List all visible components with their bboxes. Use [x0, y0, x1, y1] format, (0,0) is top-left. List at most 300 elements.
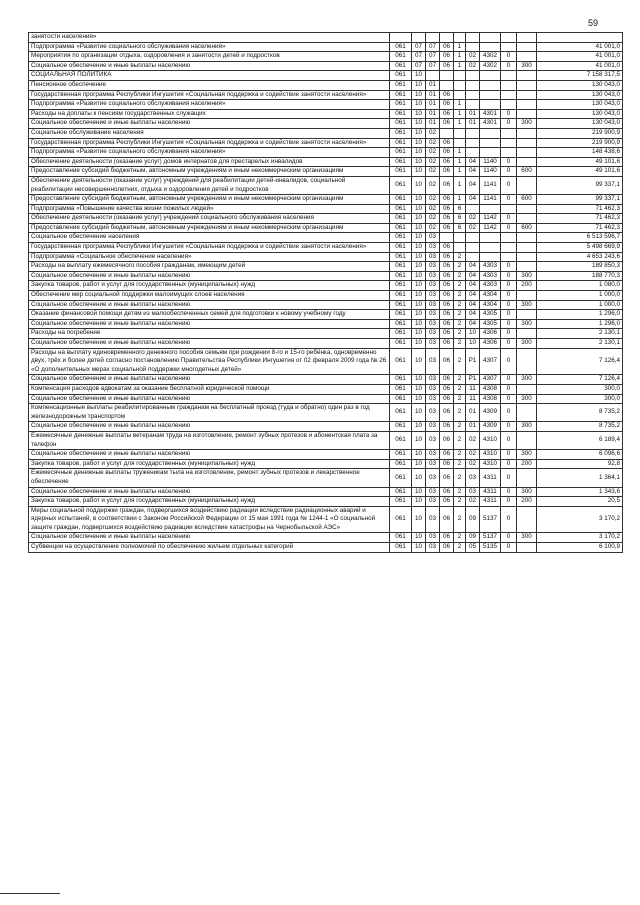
event-code: Р1 [466, 348, 480, 375]
subcode: 0 [501, 329, 517, 339]
event-code: 04 [466, 300, 480, 310]
program-code: 06 [440, 469, 454, 487]
ministry-code: 061 [390, 262, 412, 272]
row-name: Социальное обеспечение и иные выплаты населению [29, 271, 390, 281]
section-code: 10 [412, 404, 426, 422]
subsection-code: 02 [426, 148, 440, 158]
row-name: Государственная программа Республики Ингушетия «Социальная поддержка и содействие занятости населения» [29, 90, 390, 100]
ministry-code: 061 [390, 90, 412, 100]
subprogram-code: 1 [454, 42, 466, 52]
direction-code [480, 148, 501, 158]
expense-type-code: 600 [517, 195, 537, 205]
direction-code [480, 233, 501, 243]
subprogram-code: 2 [454, 487, 466, 497]
expense-type-code [517, 233, 537, 243]
subcode [501, 33, 517, 43]
direction-code: 4305 [480, 319, 501, 329]
row-name: Мероприятия по организации отдыха, оздоровления и занятости детей и подростков [29, 52, 390, 62]
subsection-code: 03 [426, 339, 440, 349]
table-row [29, 157, 623, 167]
expense-type-code [517, 543, 537, 553]
table-row [29, 339, 623, 349]
direction-code [480, 80, 501, 90]
direction-code: 4306 [480, 339, 501, 349]
program-code: 06 [440, 310, 454, 320]
subcode: 0 [501, 291, 517, 301]
program-code: 06 [440, 375, 454, 385]
expense-type-code [517, 384, 537, 394]
event-code [466, 138, 480, 148]
subsection-code: 03 [426, 469, 440, 487]
subsection-code: 03 [426, 271, 440, 281]
section-code: 07 [412, 42, 426, 52]
table-row [29, 422, 623, 432]
ministry-code: 061 [390, 195, 412, 205]
subsection-code: 02 [426, 157, 440, 167]
subcode [501, 138, 517, 148]
row-amount: 8 735,2 [537, 422, 623, 432]
subcode: 0 [501, 497, 517, 507]
row-amount: 41 001,0 [537, 61, 623, 71]
expense-type-code: 200 [517, 497, 537, 507]
subcode: 0 [501, 52, 517, 62]
program-code: 06 [440, 450, 454, 460]
subcode: 0 [501, 450, 517, 460]
subprogram-code: 2 [454, 394, 466, 404]
row-amount: 7 126,4 [537, 348, 623, 375]
subprogram-code: 2 [454, 497, 466, 507]
direction-code: 4303 [480, 281, 501, 291]
row-name: Подпрограмма «Социальное обеспечение населения» [29, 252, 390, 262]
program-code: 06 [440, 543, 454, 553]
row-name: Государственная программа Республики Ингушетия «Социальная поддержка и содействие занятости населения» [29, 243, 390, 253]
expense-type-code [517, 252, 537, 262]
direction-code: 5137 [480, 506, 501, 533]
program-code [440, 33, 454, 43]
row-name: Обеспечение мер социальной поддержки малоимущих слоев населения [29, 291, 390, 301]
subcode: 0 [501, 422, 517, 432]
section-code: 10 [412, 384, 426, 394]
event-code [466, 204, 480, 214]
subsection-code: 03 [426, 281, 440, 291]
subsection-code: 07 [426, 42, 440, 52]
subprogram-code [454, 71, 466, 81]
ministry-code: 061 [390, 80, 412, 90]
section-code: 10 [412, 214, 426, 224]
subsection-code: 02 [426, 214, 440, 224]
row-amount: 1 000,0 [537, 300, 623, 310]
expense-type-code [517, 71, 537, 81]
subsection-code: 03 [426, 506, 440, 533]
row-amount: 1 080,0 [537, 281, 623, 291]
row-amount: 6 100,9 [537, 543, 623, 553]
subcode: 0 [501, 384, 517, 394]
event-code: 01 [466, 404, 480, 422]
expense-type-code: 300 [517, 61, 537, 71]
table-row [29, 176, 623, 194]
direction-code [480, 204, 501, 214]
table-row [29, 195, 623, 205]
footer-line [0, 893, 60, 894]
program-code: 06 [440, 339, 454, 349]
section-code: 10 [412, 109, 426, 119]
subprogram-code: 2 [454, 281, 466, 291]
event-code [466, 71, 480, 81]
ministry-code: 061 [390, 431, 412, 449]
expense-type-code [517, 262, 537, 272]
section-code: 10 [412, 339, 426, 349]
row-name: Социальное обеспечение и иные выплаты населению [29, 533, 390, 543]
expense-type-code [517, 90, 537, 100]
direction-code: 4311 [480, 497, 501, 507]
ministry-code: 061 [390, 243, 412, 253]
event-code [466, 252, 480, 262]
table-row [29, 214, 623, 224]
subsection-code: 03 [426, 319, 440, 329]
direction-code: 5137 [480, 533, 501, 543]
program-code: 06 [440, 329, 454, 339]
event-code [466, 33, 480, 43]
program-code: 06 [440, 214, 454, 224]
direction-code: 5135 [480, 543, 501, 553]
row-amount: 41 001,0 [537, 42, 623, 52]
expense-type-code [517, 33, 537, 43]
subsection-code: 03 [426, 262, 440, 272]
row-name: Подпрограмма «Развитие социального обслуживания населения» [29, 100, 390, 110]
subsection-code: 03 [426, 404, 440, 422]
ministry-code: 061 [390, 281, 412, 291]
subsection-code: 03 [426, 543, 440, 553]
section-code: 10 [412, 300, 426, 310]
event-code: 01 [466, 119, 480, 129]
row-name: Расходы на доплаты к пенсиям государственных служащих [29, 109, 390, 119]
table-row [29, 375, 623, 385]
section-code: 10 [412, 497, 426, 507]
event-code: 10 [466, 339, 480, 349]
direction-code [480, 71, 501, 81]
direction-code: 4303 [480, 262, 501, 272]
table-row [29, 100, 623, 110]
row-amount: 6 096,6 [537, 450, 623, 460]
event-code: 02 [466, 450, 480, 460]
subcode: 0 [501, 469, 517, 487]
direction-code: 4301 [480, 119, 501, 129]
direction-code: 1142 [480, 214, 501, 224]
direction-code [480, 243, 501, 253]
table-row [29, 459, 623, 469]
expense-type-code [517, 348, 537, 375]
row-amount: 49 101,6 [537, 167, 623, 177]
budget-table [28, 32, 623, 553]
section-code: 10 [412, 90, 426, 100]
table-row [29, 487, 623, 497]
event-code [466, 233, 480, 243]
ministry-code: 061 [390, 233, 412, 243]
event-code: 02 [466, 497, 480, 507]
section-code: 10 [412, 223, 426, 233]
event-code: 04 [466, 176, 480, 194]
expense-type-code [517, 291, 537, 301]
program-code: 06 [440, 271, 454, 281]
subcode: 0 [501, 394, 517, 404]
subprogram-code: 2 [454, 543, 466, 553]
event-code: 09 [466, 533, 480, 543]
table-row [29, 252, 623, 262]
section-code: 10 [412, 329, 426, 339]
section-code: 10 [412, 138, 426, 148]
subprogram-code: 6 [454, 204, 466, 214]
row-name: Компенсация расходов адвокатам за оказание бесплатной юридической помощи [29, 384, 390, 394]
subsection-code: 03 [426, 533, 440, 543]
direction-code: 4311 [480, 487, 501, 497]
event-code [466, 128, 480, 138]
row-amount: 7 126,4 [537, 375, 623, 385]
subcode: 0 [501, 348, 517, 375]
row-amount: 1 296,0 [537, 319, 623, 329]
ministry-code: 061 [390, 61, 412, 71]
section-code: 10 [412, 291, 426, 301]
program-code: 06 [440, 506, 454, 533]
direction-code: 1140 [480, 167, 501, 177]
expense-type-code [517, 404, 537, 422]
subcode [501, 71, 517, 81]
subprogram-code: 2 [454, 384, 466, 394]
ministry-code: 061 [390, 375, 412, 385]
subsection-code: 03 [426, 348, 440, 375]
program-code: 06 [440, 157, 454, 167]
subcode: 0 [501, 271, 517, 281]
program-code: 06 [440, 291, 454, 301]
subsection-code: 07 [426, 61, 440, 71]
subsection-code: 01 [426, 80, 440, 90]
program-code: 06 [440, 319, 454, 329]
expense-type-code [517, 243, 537, 253]
ministry-code: 061 [390, 148, 412, 158]
subprogram-code: 2 [454, 404, 466, 422]
row-name: Подпрограмма «Развитие социального обслуживания населения» [29, 148, 390, 158]
row-amount: 41 001,0 [537, 52, 623, 62]
subsection-code: 03 [426, 300, 440, 310]
section-code: 10 [412, 310, 426, 320]
subsection-code: 02 [426, 223, 440, 233]
expense-type-code: 200 [517, 281, 537, 291]
subcode: 0 [501, 281, 517, 291]
direction-code: 4302 [480, 61, 501, 71]
section-code: 10 [412, 157, 426, 167]
table-row [29, 543, 623, 553]
subcode: 0 [501, 119, 517, 129]
ministry-code: 061 [390, 459, 412, 469]
direction-code [480, 138, 501, 148]
expense-type-code: 300 [517, 339, 537, 349]
direction-code: 4309 [480, 404, 501, 422]
subprogram-code: 1 [454, 167, 466, 177]
event-code: 04 [466, 271, 480, 281]
subprogram-code: 2 [454, 319, 466, 329]
subcode: 0 [501, 375, 517, 385]
program-code [440, 233, 454, 243]
expense-type-code [517, 431, 537, 449]
section-code: 07 [412, 61, 426, 71]
subsection-code: 01 [426, 109, 440, 119]
section-code: 10 [412, 450, 426, 460]
program-code: 06 [440, 281, 454, 291]
program-code: 06 [440, 300, 454, 310]
event-code: 04 [466, 281, 480, 291]
subprogram-code: 2 [454, 271, 466, 281]
subsection-code: 03 [426, 497, 440, 507]
ministry-code: 061 [390, 384, 412, 394]
section-code: 10 [412, 233, 426, 243]
row-name: Субвенции на осуществление полномочий по обеспечению жильем отдельных категорий [29, 543, 390, 553]
event-code: 09 [466, 506, 480, 533]
event-code [466, 42, 480, 52]
subcode: 0 [501, 109, 517, 119]
ministry-code: 061 [390, 71, 412, 81]
subcode: 0 [501, 300, 517, 310]
ministry-code: 061 [390, 291, 412, 301]
ministry-code: 061 [390, 52, 412, 62]
subcode: 0 [501, 195, 517, 205]
expense-type-code [517, 204, 537, 214]
table-body [29, 33, 623, 553]
subprogram-code [454, 128, 466, 138]
table-row [29, 52, 623, 62]
subprogram-code [454, 33, 466, 43]
row-amount: 20,5 [537, 497, 623, 507]
table-row [29, 506, 623, 533]
ministry-code: 061 [390, 348, 412, 375]
table-row [29, 394, 623, 404]
subcode: 0 [501, 487, 517, 497]
ministry-code: 061 [390, 543, 412, 553]
program-code: 06 [440, 42, 454, 52]
subprogram-code: 2 [454, 291, 466, 301]
table-row [29, 469, 623, 487]
subprogram-code: 2 [454, 422, 466, 432]
section-code: 10 [412, 262, 426, 272]
section-code: 10 [412, 128, 426, 138]
row-name: Обеспечение деятельности (оказание услуг) домов интернатов для престарелых инвалидов [29, 157, 390, 167]
ministry-code: 061 [390, 157, 412, 167]
ministry-code: 061 [390, 329, 412, 339]
section-code: 10 [412, 176, 426, 194]
table-row [29, 71, 623, 81]
row-amount: 188 770,3 [537, 271, 623, 281]
expense-type-code: 300 [517, 533, 537, 543]
event-code: 02 [466, 52, 480, 62]
row-amount: 71 462,3 [537, 214, 623, 224]
table-row [29, 148, 623, 158]
program-code: 06 [440, 422, 454, 432]
table-row [29, 42, 623, 52]
table-row [29, 61, 623, 71]
expense-type-code: 200 [517, 459, 537, 469]
program-code [440, 80, 454, 90]
expense-type-code [517, 148, 537, 158]
row-amount: 130 043,0 [537, 119, 623, 129]
subsection-code: 02 [426, 195, 440, 205]
event-code: 02 [466, 214, 480, 224]
row-amount: 6 189,4 [537, 431, 623, 449]
subsection-code: 02 [426, 128, 440, 138]
direction-code [480, 100, 501, 110]
table-row [29, 310, 623, 320]
subsection-code: 03 [426, 384, 440, 394]
row-amount: 71 462,3 [537, 204, 623, 214]
expense-type-code [517, 176, 537, 194]
direction-code: 4307 [480, 375, 501, 385]
program-code: 06 [440, 148, 454, 158]
subsection-code: 03 [426, 233, 440, 243]
subprogram-code: 1 [454, 176, 466, 194]
subcode: 0 [501, 533, 517, 543]
section-code: 10 [412, 422, 426, 432]
ministry-code: 061 [390, 506, 412, 533]
program-code: 06 [440, 431, 454, 449]
row-amount: 219 900,9 [537, 128, 623, 138]
event-code: 02 [466, 431, 480, 449]
section-code: 10 [412, 281, 426, 291]
event-code: 11 [466, 394, 480, 404]
event-code [466, 100, 480, 110]
subprogram-code: 2 [454, 252, 466, 262]
section-code: 07 [412, 52, 426, 62]
program-code: 06 [440, 348, 454, 375]
subprogram-code [454, 243, 466, 253]
subcode [501, 128, 517, 138]
row-name: Закупка товаров, работ и услуг для государственных (муниципальных) нужд [29, 281, 390, 291]
event-code: 04 [466, 167, 480, 177]
program-code: 06 [440, 243, 454, 253]
expense-type-code: 300 [517, 119, 537, 129]
subcode: 0 [501, 310, 517, 320]
expense-type-code [517, 128, 537, 138]
program-code: 06 [440, 394, 454, 404]
event-code: 04 [466, 195, 480, 205]
expense-type-code: 600 [517, 223, 537, 233]
event-code: 02 [466, 223, 480, 233]
program-code: 06 [440, 195, 454, 205]
program-code: 06 [440, 52, 454, 62]
row-name: Социальное обеспечение и иные выплаты населению [29, 450, 390, 460]
row-amount: 71 462,3 [537, 223, 623, 233]
subprogram-code: 1 [454, 109, 466, 119]
event-code: 11 [466, 384, 480, 394]
direction-code: 4304 [480, 300, 501, 310]
program-code: 06 [440, 100, 454, 110]
subcode [501, 252, 517, 262]
ministry-code: 061 [390, 533, 412, 543]
row-amount: 1 364,1 [537, 469, 623, 487]
program-code: 06 [440, 384, 454, 394]
subsection-code: 03 [426, 422, 440, 432]
expense-type-code [517, 80, 537, 90]
ministry-code: 061 [390, 252, 412, 262]
row-name: Ежемесячные денежные выплаты труженикам тыла на изготовление, ремонт зубных протезов и лекарственное обеспечение [29, 469, 390, 487]
section-code: 10 [412, 459, 426, 469]
row-amount: 1 343,6 [537, 487, 623, 497]
event-code: 04 [466, 262, 480, 272]
subsection-code: 01 [426, 90, 440, 100]
subsection-code: 02 [426, 204, 440, 214]
subcode: 0 [501, 339, 517, 349]
subsection-code: 03 [426, 252, 440, 262]
row-amount: 130 043,0 [537, 90, 623, 100]
subprogram-code: 2 [454, 300, 466, 310]
row-name: Меры социальной поддержки граждан, подвергшихся воздействию радиации вследствие радиационных аварий и ядерных испытаний, в соответствии с Законом Российской Федерации от 15 мая 1991 года № 1244-1 «О социальной защите граждан, подвергшихся воздействию радиации вследствие катастрофы на Чернобыльской АЭС» [29, 506, 390, 533]
subcode: 0 [501, 431, 517, 449]
